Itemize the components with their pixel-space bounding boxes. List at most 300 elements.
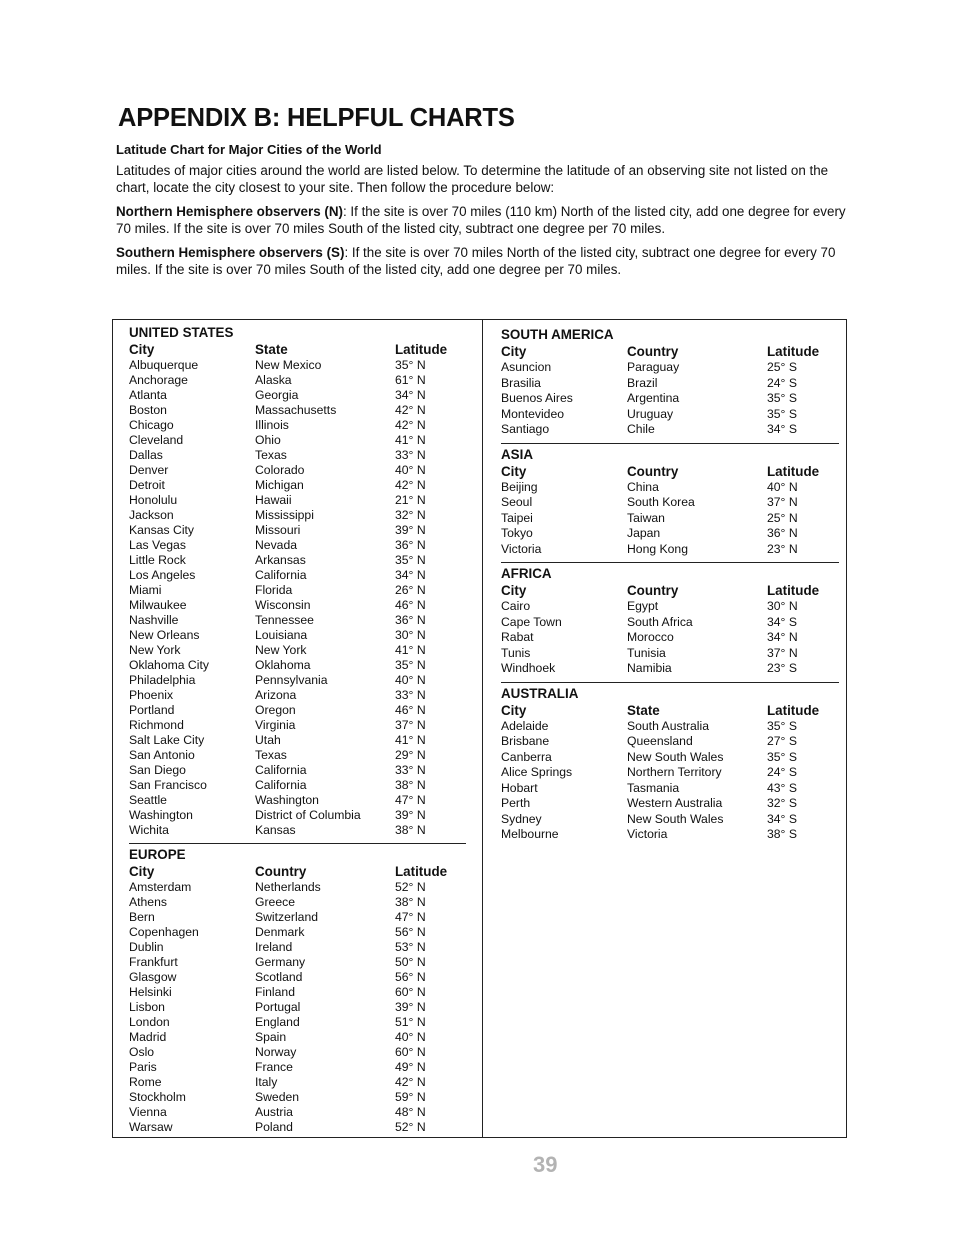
table-row [129,733,466,748]
city-cell: Phoenix [129,688,174,702]
table-row [129,910,466,925]
region-africa [501,565,839,677]
table-row [129,718,466,733]
table-row [129,568,466,583]
region-cell: California [255,763,307,777]
region-cell: Florida [255,583,293,597]
city-cell: Anchorage [129,373,188,387]
latitude-chart [112,319,847,1138]
region-cell: Hong Kong [627,541,688,556]
region-cell: New York [255,643,307,657]
region-cell: England [255,1015,300,1029]
city-cell: Wichita [129,823,169,837]
region-cell: Namibia [627,661,672,675]
table-row [129,955,466,970]
header-latitude: Latitude [767,583,820,598]
region-cell: Uruguay [627,406,674,421]
latitude-cell: 39° N [395,523,426,537]
region-cell: South Australia [627,718,709,733]
table-row [501,407,839,423]
city-cell: Windhoek [501,661,556,675]
city-cell: Vienna [129,1105,167,1119]
chart-right-column [501,326,839,843]
table-row [129,703,466,718]
latitude-cell: 34° S [767,422,797,436]
region-cell: Colorado [255,463,305,477]
region-cell: Georgia [255,388,299,402]
table-row [129,763,466,778]
region-separator [501,562,839,563]
region-cell: China [627,479,659,494]
latitude-cell: 35° N [395,658,426,672]
latitude-cell: 50° N [395,955,426,969]
table-row [129,1120,466,1135]
header-latitude: Latitude [767,463,820,479]
table-row [129,880,466,895]
latitude-cell: 49° N [395,1060,426,1074]
latitude-cell: 34° S [767,614,797,629]
column-header-row [501,463,839,480]
latitude-cell: 60° N [395,985,426,999]
latitude-cell: 41° N [395,433,426,447]
city-cell: Atlanta [129,388,167,402]
table-row [129,418,466,433]
region-cell: Denmark [255,925,305,939]
city-cell: Asuncion [501,360,552,374]
table-row [501,511,839,527]
latitude-cell: 35° N [395,358,426,372]
region-cell: Tennessee [255,613,314,627]
table-row [129,553,466,568]
region-cell: Brazil [627,375,658,390]
latitude-cell: 43° S [767,780,797,795]
table-row [129,643,466,658]
city-cell: Oklahoma City [129,658,209,672]
region-title: ASIA [501,446,533,462]
region-cell: Argentina [627,391,680,405]
city-cell: Athens [129,895,167,909]
table-row [501,480,839,496]
city-cell: Washington [129,808,193,822]
latitude-cell: 41° N [395,733,426,747]
page-title: APPENDIX B: HELPFUL CHARTS [118,104,515,132]
region-cell: Washington [255,793,319,807]
latitude-cell: 34° N [395,568,426,582]
table-row [129,658,466,673]
latitude-cell: 39° N [395,1000,426,1014]
latitude-cell: 36° N [395,538,426,552]
city-cell: Boston [129,403,167,417]
column-header-row [129,863,466,880]
region-cell: Texas [255,748,287,762]
region-cell: Northern Territory [627,765,722,779]
table-row [501,615,839,631]
latitude-cell: 35° S [767,749,797,764]
header-region: Country [255,864,307,879]
table-row [129,1030,466,1045]
region-south-america [501,326,839,438]
region-cell: Paraguay [627,360,680,374]
latitude-cell: 33° N [395,763,426,777]
city-cell: Melbourne [501,827,559,841]
region-cell: Japan [627,526,661,540]
region-cell: France [255,1060,293,1074]
city-cell: Seoul [501,495,533,509]
region-cell: Queensland [627,734,693,748]
city-cell: Nashville [129,613,179,627]
city-cell: Beijing [501,479,538,494]
city-cell: San Antonio [129,748,195,762]
region-cell: Illinois [255,418,289,432]
latitude-cell: 33° N [395,448,426,462]
table-row [129,1045,466,1060]
region-cell: Italy [255,1075,278,1089]
table-row [501,812,839,828]
city-cell: Honolulu [129,493,178,507]
region-cell: South Korea [627,495,695,509]
latitude-cell: 56° N [395,970,426,984]
latitude-cell: 42° N [395,403,426,417]
header-city: City [501,344,527,359]
latitude-cell: 42° N [395,1075,426,1089]
header-city: City [129,864,155,879]
city-cell: New Orleans [129,628,200,642]
city-cell: Kansas City [129,523,195,537]
latitude-cell: 23° S [767,661,797,675]
table-row [129,673,466,688]
region-cell: Michigan [255,478,304,492]
table-row [501,781,839,797]
region-cell: Arizona [255,688,297,702]
city-cell: Denver [129,463,169,477]
table-row [129,598,466,613]
city-cell: Cleveland [129,433,184,447]
latitude-cell: 35° S [767,406,797,421]
latitude-cell: 46° N [395,703,426,717]
region-title: AUSTRALIA [501,685,579,701]
latitude-cell: 29° N [395,748,426,762]
table-row [501,542,839,558]
city-cell: Amsterdam [129,880,192,894]
table-row [129,748,466,763]
latitude-cell: 32° N [395,508,426,522]
region-cell: Louisiana [255,628,308,642]
latitude-cell: 27° S [767,734,797,748]
city-cell: Sydney [501,811,542,826]
region-cell: Switzerland [255,910,318,924]
table-row [129,985,466,1000]
region-cell: Spain [255,1030,287,1044]
table-row [129,538,466,553]
city-cell: Jackson [129,508,174,522]
city-cell: Seattle [129,793,167,807]
city-cell: London [129,1015,170,1029]
city-cell: Alice Springs [501,765,573,779]
region-cell: Alaska [255,373,292,387]
region-cell: District of Columbia [255,808,361,822]
latitude-cell: 40° N [395,1030,426,1044]
table-row [501,599,839,615]
table-row [129,358,466,373]
region-cell: Netherlands [255,880,321,894]
table-row [129,1105,466,1120]
region-cell: Norway [255,1045,297,1059]
header-latitude: Latitude [395,342,448,357]
city-cell: Helsinki [129,985,172,999]
chart-left-column [129,324,466,1135]
table-row [129,1060,466,1075]
region-australia [501,685,839,843]
region-cell: Pennsylvania [255,673,328,687]
latitude-cell: 24° S [767,375,797,390]
city-cell: Warsaw [129,1120,173,1134]
header-city: City [129,342,155,357]
region-europe [129,846,466,1135]
city-cell: Miami [129,583,162,597]
header-latitude: Latitude [767,344,820,359]
region-cell: Oklahoma [255,658,311,672]
northern-hemisphere-text: : If the site is over 70 miles (110 km) North of the listed city, add one degree for every 70 miles. If the site is over 70 miles South of the listed city, subtract one degree per 70 miles. [116,204,846,236]
city-cell: Portland [129,703,175,717]
table-row [129,478,466,493]
city-cell: Adelaide [501,718,549,733]
column-header-row [501,343,839,360]
southern-hemisphere-label: Southern Hemisphere observers (S) [116,245,345,260]
region-cell: Massachusetts [255,403,337,417]
table-row [129,613,466,628]
table-row [501,734,839,750]
region-cell: Kansas [255,823,296,837]
table-row [129,895,466,910]
chart-subtitle: Latitude Chart for Major Cities of the World [116,142,382,157]
city-cell: Copenhagen [129,925,199,939]
region-cell: Missouri [255,523,301,537]
latitude-cell: 52° N [395,1120,426,1134]
region-cell: Ohio [255,433,281,447]
region-cell: Ireland [255,940,293,954]
latitude-cell: 37° N [767,495,798,509]
region-cell: Morocco [627,630,674,644]
latitude-cell: 24° S [767,765,797,779]
region-cell: Nevada [255,538,298,552]
latitude-cell: 30° N [395,628,426,642]
latitude-cell: 34° S [767,811,797,826]
column-divider [482,320,483,1137]
page-number: 39 [533,1152,558,1177]
region-separator [501,682,839,683]
table-row [129,793,466,808]
latitude-cell: 39° N [395,808,426,822]
southern-hemisphere-paragraph [116,244,848,278]
latitude-cell: 53° N [395,940,426,954]
table-row [129,628,466,643]
region-cell: New South Wales [627,749,724,764]
city-cell: Victoria [501,541,542,556]
city-cell: Brisbane [501,734,550,748]
region-cell: Greece [255,895,295,909]
region-title: EUROPE [129,847,186,862]
latitude-cell: 59° N [395,1090,426,1104]
latitude-cell: 36° N [395,613,426,627]
region-cell: Germany [255,955,306,969]
table-row [129,970,466,985]
region-cell: California [255,778,307,792]
latitude-cell: 47° N [395,910,426,924]
latitude-cell: 41° N [395,643,426,657]
header-city: City [501,702,527,718]
table-row [129,940,466,955]
header-region: Country [627,583,679,598]
header-city: City [501,463,527,479]
region-cell: Egypt [627,599,659,613]
city-cell: Frankfurt [129,955,178,969]
latitude-cell: 37° N [767,645,798,660]
region-cell: Chile [627,422,655,436]
region-cell: Western Australia [627,796,723,810]
latitude-cell: 34° N [395,388,426,402]
city-cell: Dallas [129,448,163,462]
region-cell: New South Wales [627,811,724,826]
city-cell: Madrid [129,1030,167,1044]
table-row [501,750,839,766]
header-latitude: Latitude [395,864,448,879]
region-cell: Mississippi [255,508,314,522]
column-header-row [501,582,839,599]
city-cell: Perth [501,796,531,810]
table-row [129,463,466,478]
table-row [501,765,839,781]
latitude-cell: 40° N [395,463,426,477]
region-cell: Poland [255,1120,293,1134]
latitude-cell: 35° S [767,718,797,733]
region-title: UNITED STATES [129,325,234,340]
region-separator [501,443,839,444]
region-cell: Tunisia [627,645,666,660]
table-row [129,688,466,703]
latitude-cell: 36° N [767,526,798,540]
latitude-cell: 38° S [767,827,797,841]
city-cell: Rabat [501,630,534,644]
region-separator [129,843,466,844]
region-cell: Texas [255,448,287,462]
latitude-cell: 48° N [395,1105,426,1119]
city-cell: Los Angeles [129,568,196,582]
region-cell: Hawaii [255,493,292,507]
region-title: SOUTH AMERICA [501,327,614,342]
northern-hemisphere-label: Northern Hemisphere observers (N) [116,204,343,219]
city-cell: Tunis [501,645,531,660]
column-header-row [129,341,466,358]
latitude-cell: 37° N [395,718,426,732]
city-cell: Paris [129,1060,157,1074]
city-cell: Philadelphia [129,673,196,687]
city-cell: Taipei [501,510,533,525]
region-cell: California [255,568,307,582]
latitude-cell: 42° N [395,478,426,492]
city-cell: Milwaukee [129,598,187,612]
header-city: City [501,583,527,598]
table-row [501,646,839,662]
latitude-cell: 30° N [767,599,798,613]
latitude-cell: 52° N [395,880,426,894]
latitude-cell: 23° N [767,541,798,556]
header-region: Country [627,344,679,359]
city-cell: Rome [129,1075,162,1089]
table-row [501,526,839,542]
table-row [129,403,466,418]
latitude-cell: 38° N [395,895,426,909]
city-cell: Lisbon [129,1000,165,1014]
city-cell: Tokyo [501,526,533,540]
latitude-cell: 40° N [395,673,426,687]
latitude-cell: 46° N [395,598,426,612]
table-row [501,391,839,407]
intro-text-block [116,162,848,285]
region-cell: Portugal [255,1000,301,1014]
city-cell: New York [129,643,181,657]
region-cell: Wisconsin [255,598,311,612]
city-cell: Bern [129,910,155,924]
city-cell: Santiago [501,422,550,436]
table-row [129,523,466,538]
table-row [129,1015,466,1030]
region-cell: Victoria [627,827,668,841]
region-cell: Utah [255,733,281,747]
latitude-cell: 21° N [395,493,426,507]
table-row [501,360,839,376]
latitude-cell: 42° N [395,418,426,432]
latitude-cell: 61° N [395,373,426,387]
table-row [501,630,839,646]
latitude-cell: 32° S [767,796,797,810]
city-cell: Cairo [501,599,531,613]
city-cell: Dublin [129,940,164,954]
table-row [129,433,466,448]
city-cell: Albuquerque [129,358,199,372]
intro-paragraph: Latitudes of major cities around the world are listed below. To determine the latitude of an observing site not listed on the chart, locate the city closest to your site. Then follow the procedure below: [116,163,829,195]
region-united-states [129,324,466,838]
city-cell: San Francisco [129,778,207,792]
region-cell: Oregon [255,703,296,717]
table-row [129,823,466,838]
header-region: State [627,702,660,718]
table-row [129,373,466,388]
city-cell: Chicago [129,418,174,432]
header-latitude: Latitude [767,702,820,718]
city-cell: Buenos Aires [501,391,573,405]
header-region: Country [627,463,679,479]
northern-hemisphere-paragraph [116,203,848,237]
latitude-cell: 33° N [395,688,426,702]
southern-hemisphere-text: : If the site is over 70 miles North of the listed city, subtract one degree for every 70 miles. If the site is over 70 miles South of the listed city, add one degree per 70 miles. [116,245,836,277]
table-row [129,808,466,823]
latitude-cell: 35° S [767,391,797,405]
latitude-cell: 35° N [395,553,426,567]
header-region: State [255,342,288,357]
latitude-cell: 47° N [395,793,426,807]
city-cell: Hobart [501,780,538,795]
city-cell: Las Vegas [129,538,186,552]
latitude-cell: 25° S [767,360,797,374]
table-row [129,1090,466,1105]
table-row [129,1000,466,1015]
region-cell: South Africa [627,614,693,629]
city-cell: Glasgow [129,970,177,984]
table-row [501,376,839,392]
city-cell: San Diego [129,763,186,777]
city-cell: Richmond [129,718,184,732]
city-cell: Stockholm [129,1090,186,1104]
